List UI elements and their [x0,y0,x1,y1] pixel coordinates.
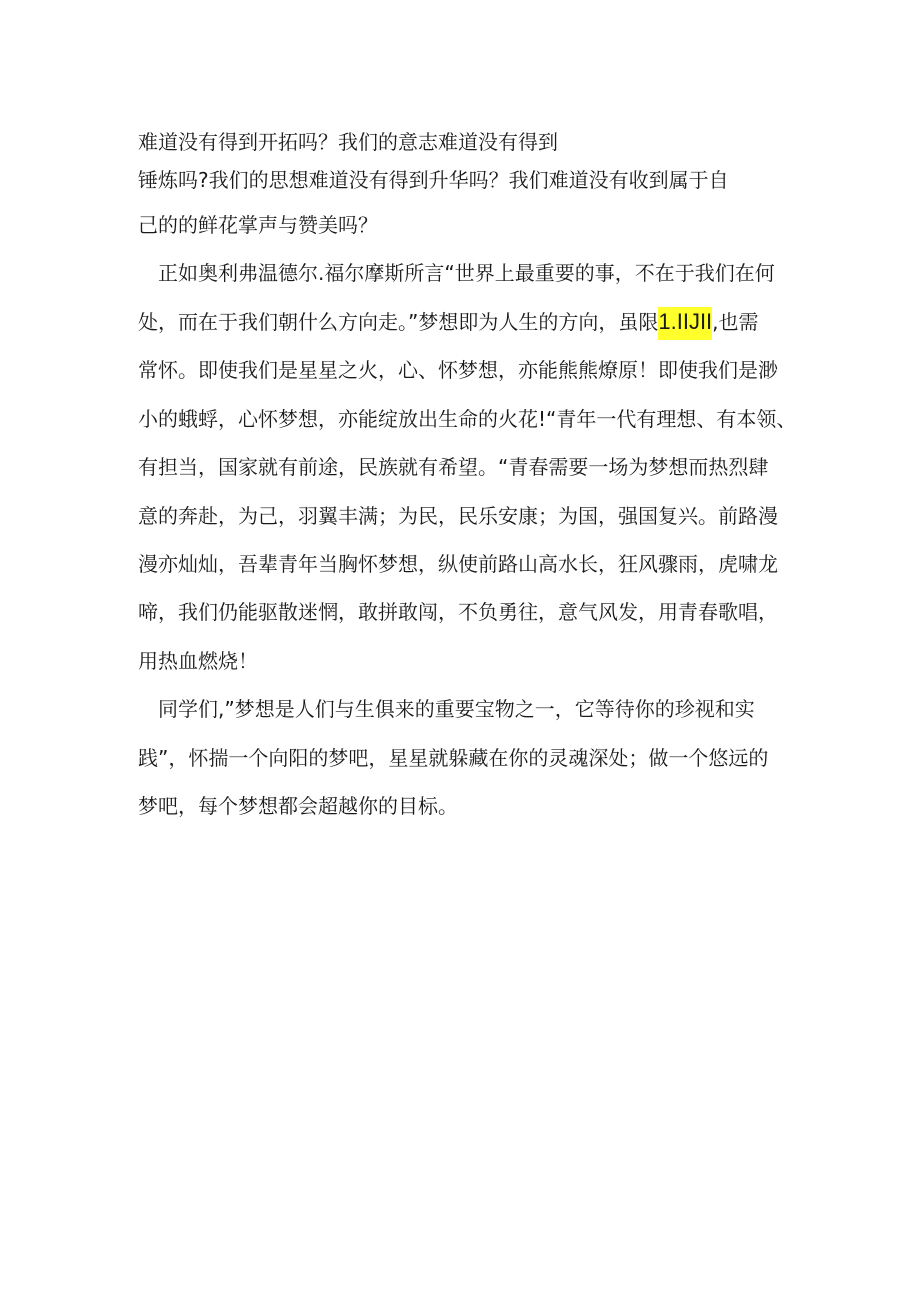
text-line-with-highlight [138,308,759,336]
text-line: 用热血燃烧！ [138,649,258,673]
paragraph-first-line: 正如奥利弗温德尔.福尔摩斯所言“世界上最重要的事，不在于我们在何 [158,261,775,285]
text-segment: ,也需 [712,310,759,334]
text-line: 己的的鲜花掌声与赞美吗？ [138,213,378,237]
highlighted-text: 1.IIJII [658,307,712,340]
text-line: 意的奔赴，为己，羽翼丰满；为民，民乐安康；为国，强国复兴。前路漫 [138,504,778,528]
text-line: 有担当，国家就有前途，民族就有希望。“青春需要一场为梦想而热烈肆 [138,455,769,479]
text-line: 锤炼吗?我们的思想难道没有得到升华吗？我们难道没有收到属于自 [138,168,729,192]
text-line: 漫亦灿灿，吾辈青年当胸怀梦想，纵使前路山高水长，狂风骤雨，虎啸龙 [138,552,778,576]
text-line: 践”，怀揣一个向阳的梦吧，星星就躲藏在你的灵魂深处；做一个悠远的 [138,746,769,770]
paragraph-first-line: 同学们,”梦想是人们与生俱来的重要宝物之一，它等待你的珍视和实 [158,697,755,721]
text-line: 梦吧，每个梦想都会超越你的目标。 [138,794,458,818]
text-line: 常怀。即使我们是星星之火，心、怀梦想，亦能熊熊燎原！即使我们是渺 [138,358,778,382]
text-line: 小的蛾蜉，心怀梦想，亦能绽放出生命的火花!“青年一代有理想、有本领、 [138,407,797,431]
text-line: 难道没有得到开拓吗？我们的意志难道没有得到 [138,130,558,154]
text-line: 啼，我们仍能驱散迷惘，敢拼敢闯，不负勇往，意气风发，用青春歌唱， [138,600,778,624]
text-segment: 处，而在于我们朝什么方向走。”梦想即为人生的方向，虽限 [138,310,659,334]
